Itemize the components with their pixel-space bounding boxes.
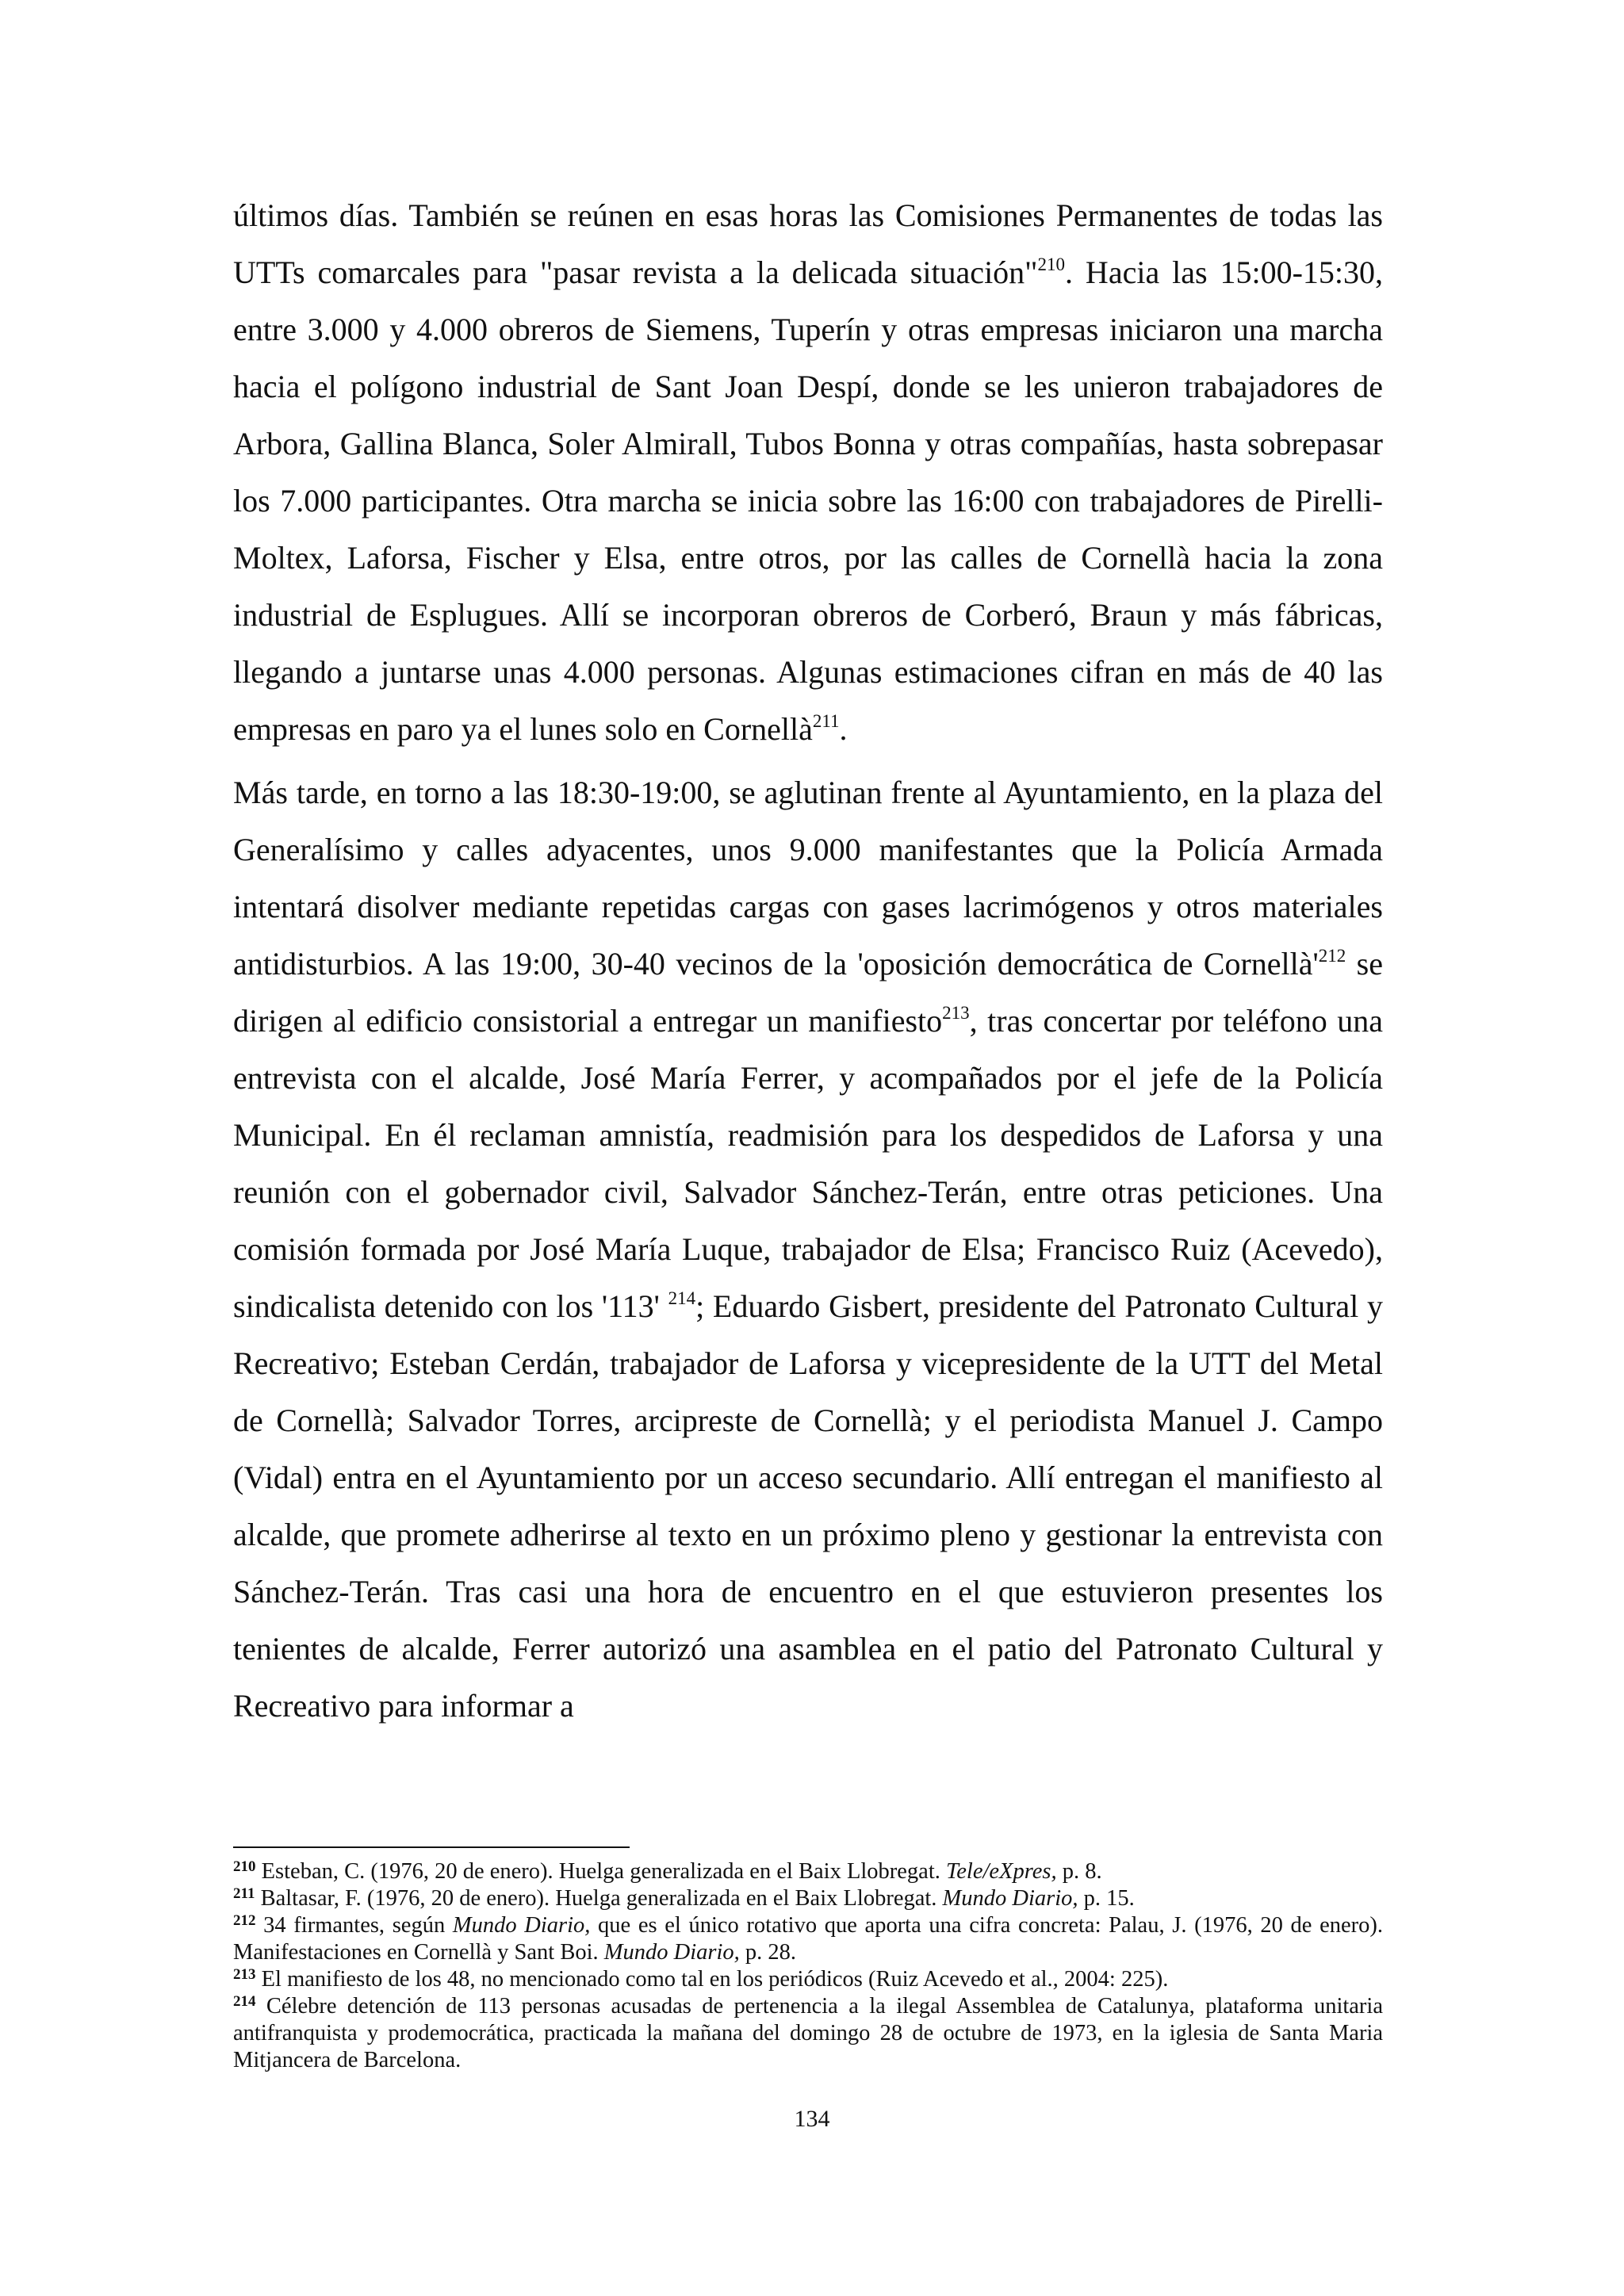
footnote-212 xyxy=(233,1912,1383,1966)
footnote-text: 34 firmantes, según xyxy=(255,1913,453,1938)
footnote-ref-210[interactable]: 210 xyxy=(1037,254,1066,274)
footnote-tail-2: p. 28. xyxy=(739,1940,797,1965)
paragraph-2-text-a: Más tarde, en torno a las 18:30-19:00, se aglutinan frente al Ayuntamiento, en la plaza del Generalísimo y calles adyacentes, unos 9.000 manifestantes que la Policía Armada intentará disolver mediante repetidas cargas con gases lacrimógenos y otros materiales antidisturbios. A las 19:00, 30-40 vecinos de la 'oposición democrática de Cornellà' xyxy=(233,775,1383,982)
footnote-214 xyxy=(233,1993,1383,2074)
footnote-ref-213[interactable]: 213 xyxy=(942,1003,970,1023)
footnote-tail: p. 15. xyxy=(1078,1886,1135,1911)
footnote-number: 214 xyxy=(233,1993,256,2010)
footnote-source: Mundo Diario, xyxy=(452,1913,591,1938)
paragraph-1 xyxy=(233,187,1383,758)
footnote-number: 210 xyxy=(233,1858,256,1875)
body-text xyxy=(233,187,1383,1735)
paragraph-2 xyxy=(233,764,1383,1735)
page-number: 134 xyxy=(794,2106,830,2132)
footnote-text: Baltasar, F. (1976, 20 de enero). Huelga generalizada en el Baix Llobregat. xyxy=(255,1886,943,1911)
footnote-text: Célebre detención de 113 personas acusadas de pertenencia a la ilegal Assemblea de Catalunya, plataforma unitaria antifranquista y prodemocrática, practicada la mañana del domingo 28 de octubre de 1973, en la iglesia de Santa Maria Mitjancera de Barcelona. xyxy=(233,1994,1383,2072)
footnote-ref-212[interactable]: 212 xyxy=(1318,946,1346,966)
paragraph-1-text-c: . xyxy=(839,711,848,747)
footnote-ref-211[interactable]: 211 xyxy=(812,711,840,731)
footnote-text: Esteban, C. (1976, 20 de enero). Huelga generalizada en el Baix Llobregat. xyxy=(255,1859,947,1884)
paragraph-2-text-d: ; Eduardo Gisbert, presidente del Patronato Cultural y Recreativo; Esteban Cerdán, trabajador de Laforsa y vicepresidente de la UTT del Metal de Cornellà; Salvador Torres, arcipreste de Cornellà; y el periodista Manuel J. Campo (Vidal) entra en el Ayuntamiento por un acceso secundario. Allí entregan el manifiesto al alcalde, que promete adherirse al texto en un próximo pleno y gestionar la entrevista con Sánchez-Terán. Tras casi una hora de encuentro en el que estuvieron presentes los tenientes de alcalde, Ferrer autorizó una asamblea en el patio del Patronato Cultural y Recreativo para informar a xyxy=(233,1288,1384,1724)
footnote-number: 213 xyxy=(233,1966,256,1983)
footnote-tail: que es el único rotativo que aporta una cifra concreta: Palau, J. (1976, 20 de enero). Manifestaciones en Cornellà y Sant Boi. xyxy=(233,1913,1383,1965)
footnote-source: Mundo Diario, xyxy=(942,1886,1078,1911)
footnote-211 xyxy=(233,1885,1383,1912)
paragraph-2-text-b: se dirigen al edificio consistorial a entregar un manifiesto xyxy=(233,946,1383,1039)
paragraph-1-text-b: . Hacia las 15:00-15:30, entre 3.000 y 4.000 obreros de Siemens, Tuperín y otras empresas iniciaron una marcha hacia el polígono industrial de Sant Joan Despí, donde se les unieron trabajadores de Arbora, Gallina Blanca, Soler Almirall, Tubos Bonna y otras compañías, hasta sobrepasar los 7.000 participantes. Otra marcha se inicia sobre las 16:00 con trabajadores de Pirelli-Moltex, Laforsa, Fischer y Elsa, entre otros, por las calles de Cornellà hacia la zona industrial de Esplugues. Allí se incorporan obreros de Corberó, Braun y más fábricas, llegando a juntarse unas 4.000 personas. Algunas estimaciones cifran en más de 40 las empresas en paro ya el lunes solo en Cornellà xyxy=(233,254,1384,747)
footnote-213 xyxy=(233,1966,1383,1993)
footnote-separator xyxy=(233,1846,630,1848)
paragraph-1-text-a: últimos días. También se reúnen en esas horas las Comisiones Permanentes de todas las UTTs comarcales para "pasar revista a la delicada situación" xyxy=(233,197,1383,290)
footnote-text: El manifiesto de los 48, no mencionado como tal en los periódicos (Ruiz Acevedo et al., 2004: 225). xyxy=(255,1967,1169,1992)
footnote-number: 211 xyxy=(233,1885,255,1902)
footnote-number: 212 xyxy=(233,1912,256,1929)
footnotes xyxy=(233,1858,1383,2074)
paragraph-2-text-c: , tras concertar por teléfono una entrevista con el alcalde, José María Ferrer, y acompañados por el jefe de la Policía Municipal. En él reclaman amnistía, readmisión para los despedidos de Laforsa y una reunión con el gobernador civil, Salvador Sánchez-Terán, entre otras peticiones. Una comisión formada por José María Luque, trabajador de Elsa; Francisco Ruiz (Acevedo), sindicalista detenido con los '113' xyxy=(233,1003,1383,1324)
footnote-tail: p. 8. xyxy=(1056,1859,1102,1884)
footnote-ref-214[interactable]: 214 xyxy=(668,1288,696,1308)
footnote-source-2: Mundo Diario, xyxy=(603,1940,740,1965)
footnote-210 xyxy=(233,1858,1383,1885)
footnote-source: Tele/eXpres, xyxy=(946,1859,1057,1884)
